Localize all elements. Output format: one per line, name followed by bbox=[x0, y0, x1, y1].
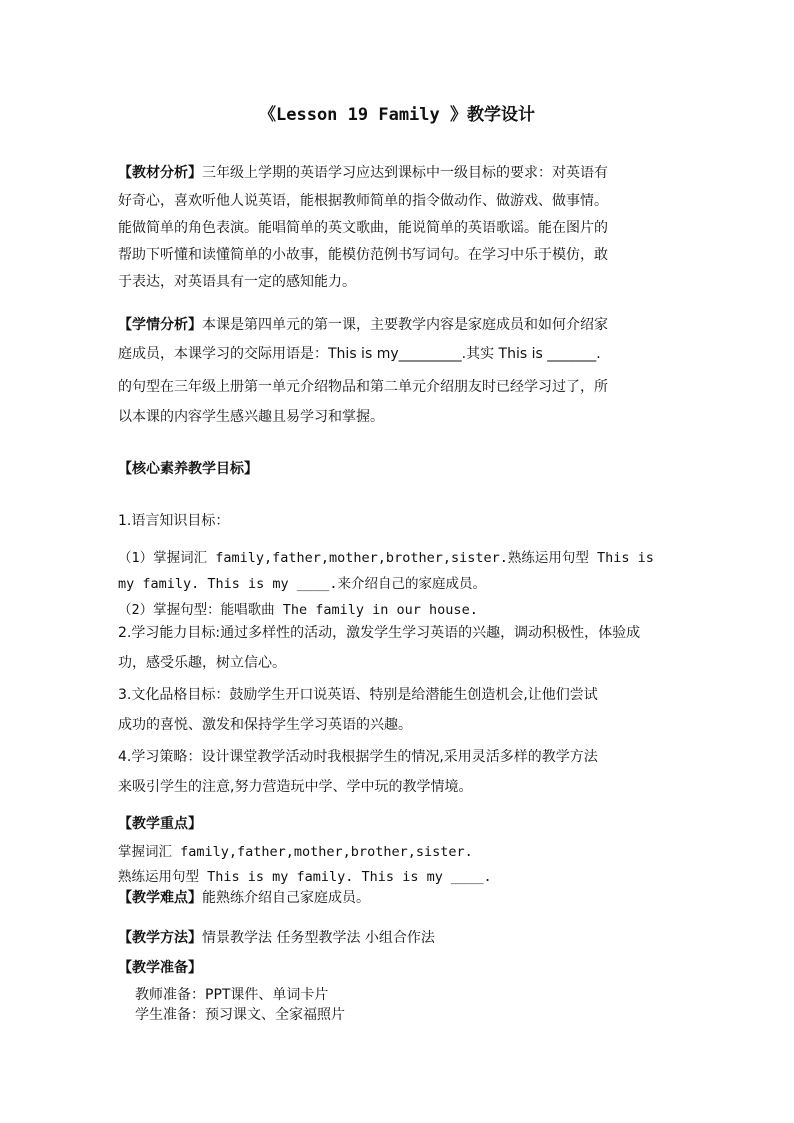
difficulty-line: 【教学难点】能熟练介绍自己家庭成员。 bbox=[118, 890, 370, 906]
goals-line-2: （1）掌握词汇 family,father,mother,brother,sister.熟练运用句型 This is bbox=[118, 550, 654, 566]
key-points-line-2: 熟练运用句型 This is my family. This is my ____. bbox=[118, 869, 492, 885]
learner-analysis-label: 【学情分析】 bbox=[118, 317, 202, 333]
textbook-analysis-line-5: 于表达，对英语具有一定的感知能力。 bbox=[118, 274, 356, 290]
textbook-analysis-label: 【教材分析】 bbox=[118, 165, 202, 181]
goals-line-5: 2.学习能力目标:通过多样性的活动，激发学生学习英语的兴趣，调动积极性，体验成 bbox=[118, 625, 641, 641]
goals-line-4: （2）掌握句型：能唱歌曲 The family in our house. bbox=[118, 602, 478, 618]
goals-line-9: 4.学习策略：设计课堂教学活动时我根据学生的情况,采用灵活多样的教学方法 bbox=[118, 749, 598, 765]
textbook-analysis-line-3: 能做简单的角色表演。能唱简单的英文歌曲，能说简单的英语歌谣。能在图片的 bbox=[118, 220, 608, 236]
preparation-line-2: 学生准备：预习课文、全家福照片 bbox=[135, 1007, 345, 1023]
goals-line-1: 1.语言知识目标： bbox=[118, 513, 230, 529]
preparation-line-1: 教师准备：PPT课件、单词卡片 bbox=[135, 987, 329, 1003]
goals-line-8: 成功的喜悦、激发和保持学生学习英语的兴趣。 bbox=[118, 717, 412, 733]
goals-line-10: 来吸引学生的注意,努力营造玩中学、学中玩的教学情境。 bbox=[118, 779, 473, 795]
textbook-analysis-line-2: 好奇心，喜欢听他人说英语，能根据教师简单的指令做动作、做游戏、做事情。 bbox=[118, 193, 608, 209]
key-points-heading: 【教学重点】 bbox=[118, 816, 202, 832]
goals-line-3: my family. This is my ____.来介绍自己的家庭成员。 bbox=[118, 576, 486, 592]
document-title: 《Lesson 19 Family 》教学设计 bbox=[259, 105, 535, 125]
difficulty-label: 【教学难点】 bbox=[118, 890, 202, 906]
methods-label: 【教学方法】 bbox=[118, 930, 202, 946]
key-points-line-1: 掌握词汇 family,father,mother,brother,sister. bbox=[118, 844, 473, 860]
goals-line-7: 3.文化品格目标：鼓励学生开口说英语、特别是给潜能生创造机会,让他们尝试 bbox=[118, 687, 598, 703]
goals-heading: 【核心素养教学目标】 bbox=[118, 461, 258, 477]
textbook-analysis-line-4: 帮助下听懂和读懂简单的小故事，能模仿范例书写词句。在学习中乐于模仿，敢 bbox=[118, 247, 608, 263]
goals-line-6: 功，感受乐趣，树立信心。 bbox=[118, 655, 286, 671]
learner-analysis-line-2: 庭成员，本课学习的交际用语是：This is my_________.其实 This is _______. bbox=[118, 346, 601, 362]
learner-analysis-line-1: 【学情分析】本课是第四单元的第一课，主要教学内容是家庭成员和如何介绍家 bbox=[118, 317, 608, 333]
learner-analysis-line-4: 以本课的内容学生感兴趣且易学习和掌握。 bbox=[118, 409, 384, 425]
learner-analysis-line-3: 的句型在三年级上册第一单元介绍物品和第二单元介绍朋友时已经学习过了，所 bbox=[118, 379, 608, 395]
preparation-heading: 【教学准备】 bbox=[118, 960, 202, 976]
methods-line: 【教学方法】情景教学法 任务型教学法 小组合作法 bbox=[118, 930, 435, 946]
textbook-analysis-line-1: 【教材分析】三年级上学期的英语学习应达到课标中一级目标的要求：对英语有 bbox=[118, 165, 608, 181]
